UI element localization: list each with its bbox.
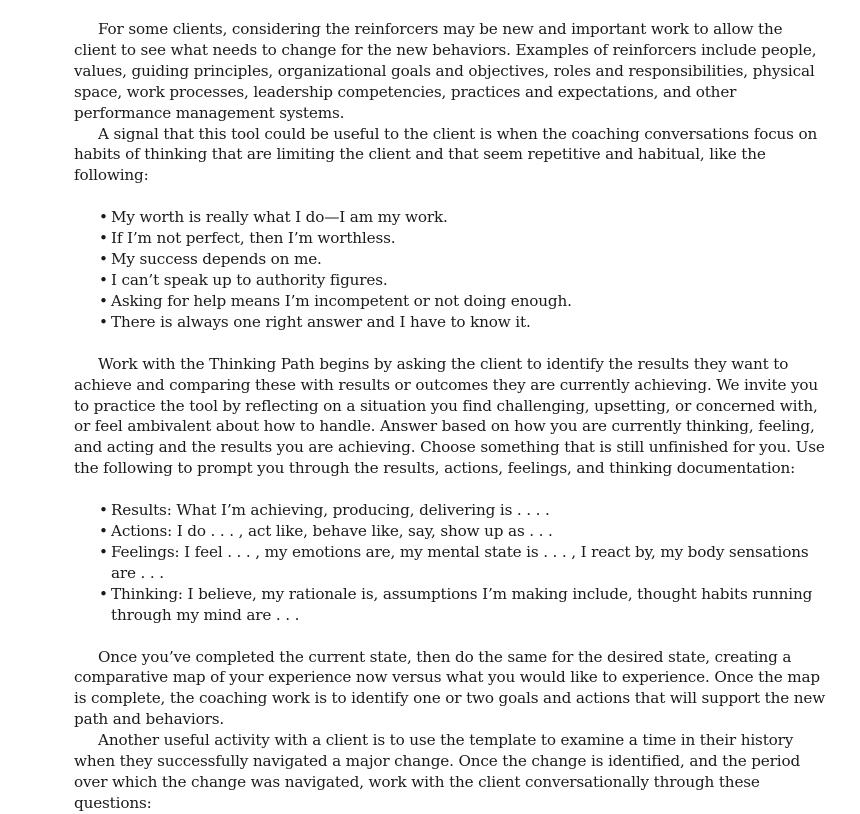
document-page: [74, 19, 826, 814]
list-item: • If I’m not perfect, then I’m worthless.: [99, 228, 826, 249]
prompts-list: [74, 500, 826, 625]
list-item: • Feelings: I feel . . . , my emotions are, my mental state is . . . , I react by, my body sensations are . . .: [99, 542, 826, 584]
list-item: • I can’t speak up to authority figures.: [99, 270, 826, 291]
list-item: • Thinking: I believe, my rationale is, assumptions I’m making include, thought habits running through my mind are . . .: [99, 584, 826, 626]
paragraph-thinking-path: Work with the Thinking Path begins by asking the client to identify the results they want to achieve and comparing these with results or outcomes they are currently achieving. We invite you to practice the tool by reflecting on a situation you find challenging, upsetting, or concerned with, or feel ambivalent about how to handle. Answer based on how you are currently thinking, feeling, and acting and the results you are achieving. Choose something that is still unfinished for you. Use the following to prompt you through the results, actions, feelings, and thinking documentation:: [74, 354, 825, 478]
paragraph-major-change: Another useful activity with a client is to use the template to examine a time in their history when they successfully navigated a major change. Once the change is identified, and the period over which the change was navigated, work with the client conversationally through these questions:: [74, 731, 801, 812]
list-item: • Asking for help means I’m incompetent or not doing enough.: [99, 291, 826, 312]
paragraph-desired-state: Once you’ve completed the current state, then do the same for the desired state, creating a comparative map of your experience now versus what you would like to experience. Once the map is complete, the coaching work is to identify one or two goals and actions that will support the new path and behaviors.: [74, 647, 826, 729]
list-item: • Results: What I’m achieving, producing, delivering is . . . .: [99, 500, 826, 521]
paragraph-reinforcers: For some clients, considering the reinforcers may be new and important work to allow the client to see what needs to change for the new behaviors. Examples of reinforcers include people, values, guiding principles, organizational goals and objectives, roles and responsibilities, physical space, work processes, leadership competencies, practices and expectations, and other performance management systems.: [74, 20, 817, 122]
paragraph-signal: A signal that this tool could be useful to the client is when the coaching conversations focus on habits of thinking that are limiting the client and that seem repetitive and habitual, like the following:: [74, 124, 818, 185]
thinking-habits-list: [74, 207, 826, 332]
list-item: • Actions: I do . . . , act like, behave like, say, show up as . . .: [99, 521, 826, 542]
list-item: • There is always one right answer and I have to know it.: [99, 312, 826, 333]
list-item: • My success depends on me.: [99, 249, 826, 270]
list-item: • My worth is really what I do—I am my work.: [99, 207, 826, 228]
